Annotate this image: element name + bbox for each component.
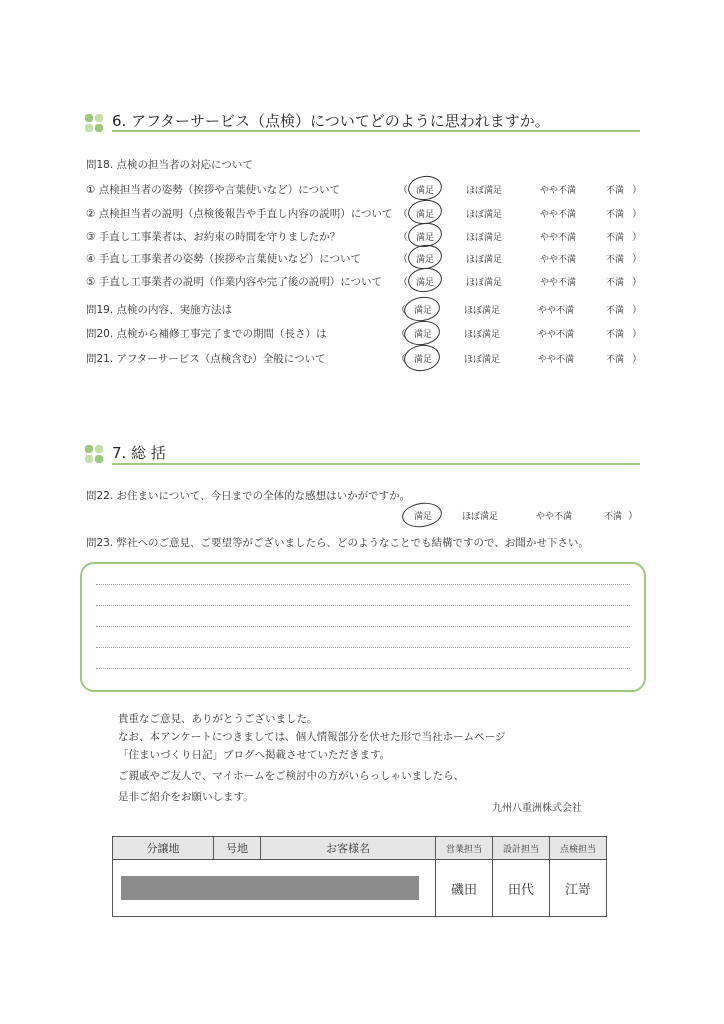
opt-dissatisfied[interactable]: 不満 (606, 306, 625, 316)
clover-icon (84, 113, 104, 133)
closing-line-3: 「住まいづくり日記」ブログへ掲載させていただきます。 (118, 749, 391, 761)
header-customer: お客様名 (261, 837, 436, 860)
opt-dissatisfied[interactable]: 不満 (606, 355, 625, 365)
closing-line-1: 貴重なご意見、ありがとうございました。 (118, 713, 318, 725)
comment-line (96, 668, 630, 669)
answer-circle (401, 500, 444, 529)
comment-box[interactable] (80, 562, 646, 692)
opt-somewhat[interactable]: やや不満 (536, 512, 573, 522)
opt-mostly[interactable]: ほぼ満足 (466, 255, 503, 265)
opt-mostly[interactable]: ほぼ満足 (466, 233, 503, 243)
paren-close: ） (632, 305, 642, 316)
sales-staff: 磯田 (436, 860, 493, 917)
comment-line (96, 626, 630, 627)
answer-circle (406, 174, 443, 202)
opt-satisfied[interactable]: 満足 (414, 306, 433, 316)
header-sales: 営業担当 (436, 837, 493, 860)
opt-somewhat[interactable]: やや不満 (538, 355, 575, 365)
opt-mostly[interactable]: ほぼ満足 (464, 355, 501, 365)
opt-satisfied[interactable]: 満足 (416, 278, 435, 288)
header-inspection: 点検担当 (550, 837, 607, 860)
opt-dissatisfied[interactable]: 不満 (606, 255, 625, 265)
q18-item-1: ① 点検担当者の姿勢（挨拶や言葉使いなど）について (86, 184, 341, 196)
q19-label: 問19. 点検の内容、実施方法は (86, 304, 233, 316)
staff-table-row (113, 860, 607, 917)
opt-mostly[interactable]: ほぼ満足 (464, 306, 501, 316)
paren-open: （ (396, 354, 406, 365)
opt-mostly[interactable]: ほぼ満足 (464, 330, 501, 340)
paren-close: ） (628, 511, 638, 522)
paren-close: ） (632, 232, 642, 243)
opt-mostly[interactable]: ほぼ満足 (466, 186, 503, 196)
paren-open: （ (398, 185, 408, 196)
q18-item-3: ③ 手直し工事業者は、お約束の時間を守りましたか？ (86, 231, 341, 243)
section6-rule (112, 130, 640, 132)
opt-dissatisfied[interactable]: 不満 (606, 330, 625, 340)
q20-label: 問20. 点検から補修工事完了までの期間（長さ）は (86, 328, 327, 340)
comment-line (96, 647, 630, 648)
paren-open: （ (398, 209, 408, 220)
comment-line (96, 584, 630, 585)
q18-item-4: ④ 手直し工事業者の姿勢（挨拶や言葉使いなど）について (86, 253, 362, 265)
opt-mostly[interactable]: ほぼ満足 (466, 210, 503, 220)
opt-mostly[interactable]: ほぼ満足 (466, 278, 503, 288)
section7-title: 7. 総 括 (112, 444, 166, 462)
paren-close: ） (632, 329, 642, 340)
staff-table-header (113, 837, 607, 860)
q18-item-5: ⑤ 手直し工事業者の説明（作業内容や完了後の説明）について (86, 276, 383, 288)
q23-label: 問23. 弊社へのご意見、ご要望等がございましたら、どのようなことでも結構ですので、お聞かせ下さい。 (86, 537, 589, 549)
opt-dissatisfied[interactable]: 不満 (604, 512, 623, 522)
opt-somewhat[interactable]: やや不満 (540, 210, 577, 220)
comment-line (96, 605, 630, 606)
opt-somewhat[interactable]: やや不満 (540, 186, 577, 196)
inspection-staff: 江嵜 (550, 860, 607, 917)
closing-line-4: ご親戚やご友人で、マイホームをご検討中の方がいらっしゃいましたら、 (118, 770, 465, 782)
opt-somewhat[interactable]: やや不満 (540, 278, 577, 288)
q18-item-2: ② 点検担当者の説明（点検後報告や手直し内容の説明）について (86, 208, 393, 220)
paren-close: ） (632, 185, 642, 196)
design-staff: 田代 (493, 860, 550, 917)
opt-dissatisfied[interactable]: 不満 (606, 186, 625, 196)
q21-label: 問21. アフターサービス（点検含む）全般について (86, 353, 326, 365)
opt-dissatisfied[interactable]: 不満 (606, 233, 625, 243)
opt-mostly[interactable]: ほぼ満足 (462, 512, 499, 522)
answer-circle (403, 319, 442, 348)
clover-icon (84, 444, 104, 464)
section6-title: 6. アフターサービス（点検）についてどのように思われますか。 (112, 112, 550, 130)
paren-close: ） (632, 354, 642, 365)
opt-satisfied[interactable]: 満足 (414, 512, 433, 522)
paren-open: （ (398, 232, 408, 243)
opt-satisfied[interactable]: 満足 (416, 233, 435, 243)
opt-satisfied[interactable]: 満足 (414, 355, 433, 365)
paren-open: （ (398, 254, 408, 265)
header-estate: 分譲地 (113, 837, 214, 860)
answer-circle (403, 295, 442, 324)
opt-satisfied[interactable]: 満足 (416, 255, 435, 265)
closing-line-2: なお、本アンケートにつきましては、個人情報部分を伏せた形で当社ホームページ (118, 731, 506, 743)
redacted-customer-info (113, 860, 436, 917)
answer-circle (406, 266, 443, 294)
paren-open: （ (398, 277, 408, 288)
closing-line-5: 是非ご紹介をお願いします。 (118, 791, 254, 803)
opt-dissatisfied[interactable]: 不満 (606, 210, 625, 220)
opt-somewhat[interactable]: やや不満 (538, 306, 575, 316)
opt-satisfied[interactable]: 満足 (416, 210, 435, 220)
opt-satisfied[interactable]: 満足 (414, 330, 433, 340)
opt-somewhat[interactable]: やや不満 (540, 255, 577, 265)
paren-close: ） (632, 254, 642, 265)
paren-open: （ (396, 305, 406, 316)
staff-table (112, 836, 607, 917)
redaction-block (121, 876, 419, 900)
header-lot: 号地 (214, 837, 261, 860)
opt-dissatisfied[interactable]: 不満 (606, 278, 625, 288)
header-design: 設計担当 (493, 837, 550, 860)
opt-somewhat[interactable]: やや不満 (540, 233, 577, 243)
section7-rule (112, 463, 640, 465)
company-name: 九州八重洲株式会社 (492, 803, 582, 814)
q18-heading: 問18. 点検の担当者の対応について (86, 159, 253, 171)
opt-somewhat[interactable]: やや不満 (538, 330, 575, 340)
answer-circle (402, 343, 441, 374)
paren-close: ） (632, 277, 642, 288)
paren-open: （ (396, 329, 406, 340)
opt-satisfied[interactable]: 満足 (416, 186, 435, 196)
q22-label: 問22. お住まいについて、今日までの全体的な感想はいかがですか。 (86, 490, 411, 502)
paren-close: ） (632, 209, 642, 220)
